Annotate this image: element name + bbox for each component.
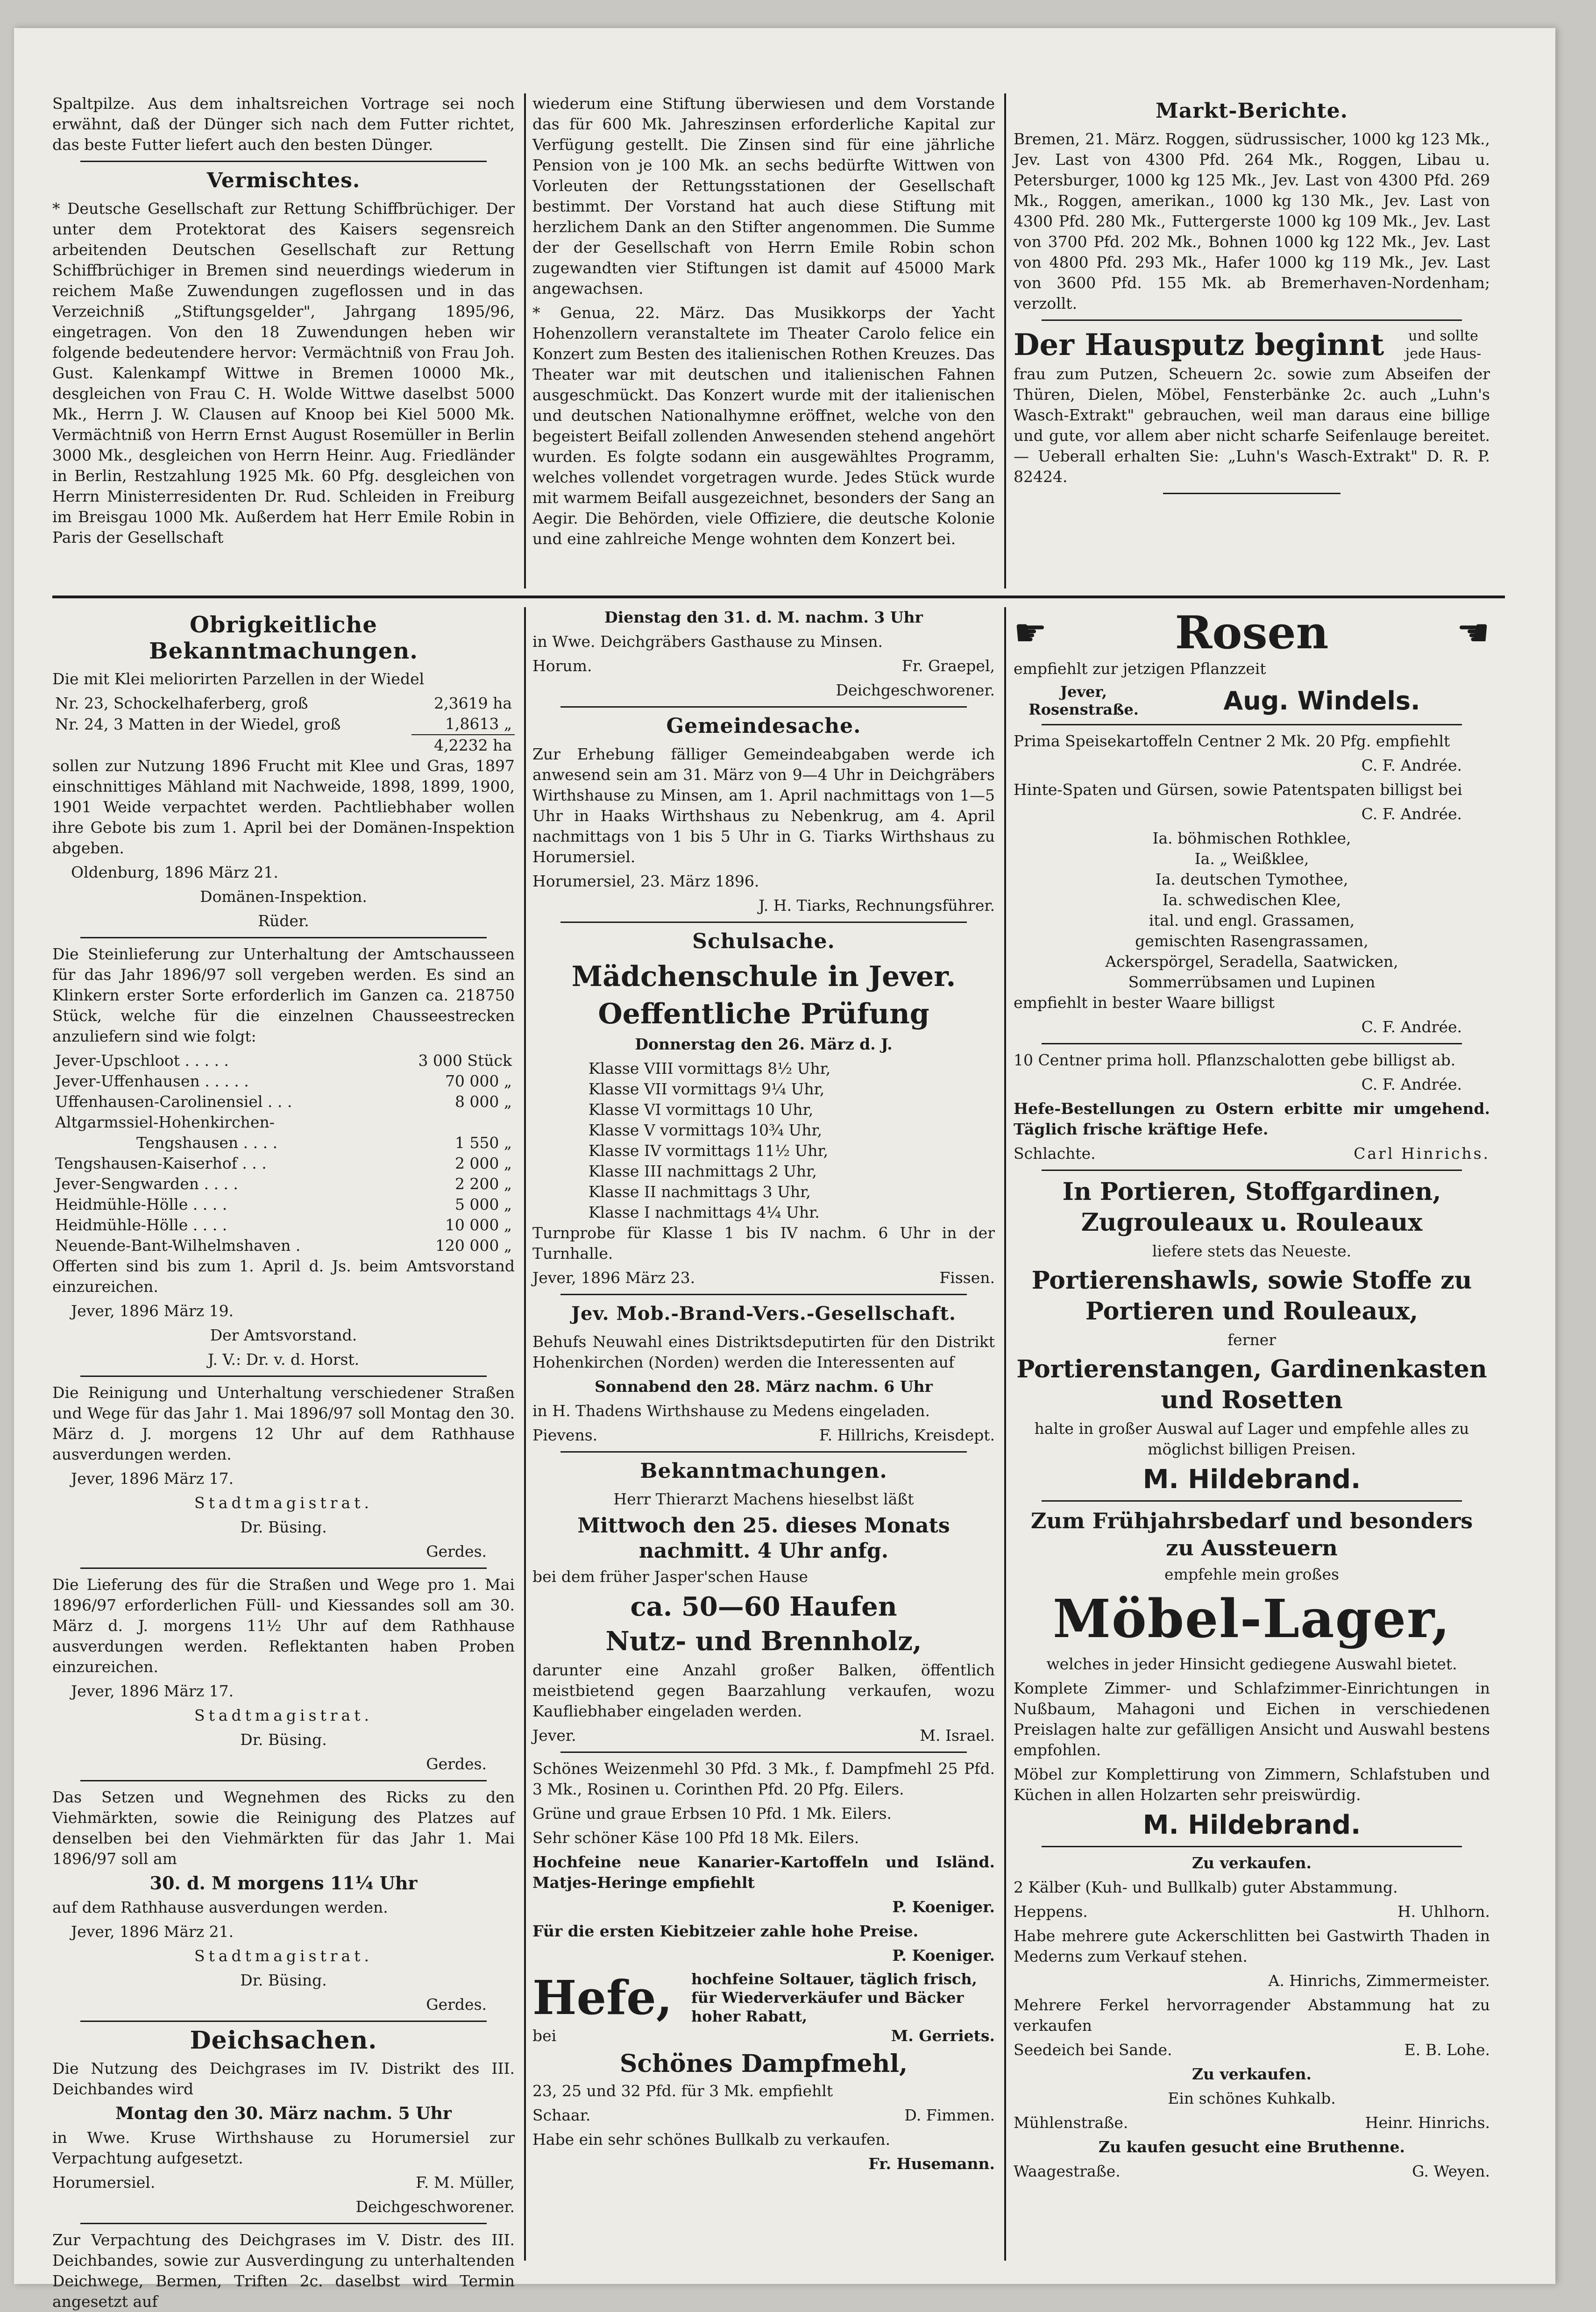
row-value: 120 000 „ [435,1236,512,1255]
notice-signature-row [52,2172,515,2193]
notice-signature: Gerdes. [426,1995,487,2014]
classified-place: Mühlenstraße. [1014,2113,1128,2132]
ad-text: empfiehlt zur jetzigen Pflanzzeit [1014,660,1266,678]
table-row [52,693,515,714]
section-heading: Gemeindesache. [666,714,861,738]
column-1-bottom [52,607,515,2311]
ad-text: liefere stets das Neueste. [1152,1242,1352,1260]
ad-place: Schaar. [532,2106,591,2124]
ad-text: Prima Speisekartoffeln Centner 2 Mk. 20 Pfg. empfiehlt [1014,732,1450,750]
notice-place: Jever, 1896 März 23. [532,1269,695,1287]
ad-signature: M. Hildebrand. [1142,1810,1361,1840]
list-item: gemischten Rasengrassamen, [1135,932,1369,950]
ad-signature: M. Hildebrand. [1142,1464,1361,1495]
notice-text: auf dem Rathhause ausverdungen werden. [52,1898,388,1916]
row-value: 1,8613 „ [445,715,512,733]
row-label: Jever-Upschloot . . . . . [55,1051,229,1070]
ad-text: 23, 25 und 32 Pfd. für 3 Mk. empfiehlt [532,2082,833,2100]
notice-signature: F. Hillrichs, Kreisdept. [819,1426,995,1444]
notice-signature-row [532,1268,995,1288]
table-row [52,714,515,735]
classified-heading: Zu verkaufen. [1192,1854,1312,1872]
divider [80,2021,487,2022]
list-item: ital. und engl. Grassamen, [1149,911,1355,929]
ad-title: Portierenshawls, sowie Stoffe zu Portieren und Rouleaux, [1031,1266,1472,1326]
notice-text: Offerten sind bis zum 1. April d. Js. beim Amtsvorstand einzureichen. [52,1257,515,1296]
exam-date: Donnerstag den 26. März d. J. [635,1035,893,1053]
divider [80,1780,487,1781]
row-value: 2 200 „ [454,1175,512,1193]
notice-text: bei dem früher Jasper'schen Hause [532,1567,808,1586]
section-heading: Vermischtes. [206,169,361,192]
notice-signature: Dr. Büsing. [240,1518,327,1536]
classified-signature: G. Weyen. [1412,2162,1490,2180]
section-heading: Deichsachen. [190,2026,377,2055]
divider [1042,1043,1462,1044]
notice-signature: Gerdes. [426,1542,487,1560]
list-item: Klasse I nachmittags 4¼ Uhr. [589,1203,820,1221]
table-row [52,735,515,756]
row-value: 70 000 „ [445,1072,512,1090]
ad-signature: C. F. Andrée. [1361,1075,1462,1093]
classified-signature-row [1014,2040,1490,2060]
section-heading: Schulsache. [692,929,835,953]
notice-title: Deichgeschworener. [836,681,995,699]
list-item: Klasse II nachmittags 3 Uhr, [589,1183,811,1201]
classified-text: Ein schönes Kuhkalb. [1168,2089,1336,2107]
row-label: Tengshausen-Kaiserhof . . . [55,1154,267,1172]
divider [1042,1846,1462,1847]
notice-place: Pievens. [532,1426,598,1444]
ad-title: Mädchenschule in Jever. [571,960,956,993]
classified-heading: Zu kaufen gesucht eine Bruthenne. [1099,2138,1405,2156]
row-value: 2 000 „ [454,1154,512,1172]
notice-office: Stadtmagistrat. [194,1947,373,1965]
ad-hausputz [1014,326,1490,364]
classified-signature: H. Uhlhorn. [1397,1902,1490,1921]
notice-text: Das Setzen und Wegnehmen des Ricks zu den Viehmärkten, sowie die Reinigung des Platzes auf denselben bei den Viehmärkten für das Jahr 1. Mai 1896/97 soll am [52,1788,515,1868]
row-label: Nr. 24, 3 Matten in der Wiedel, groß [55,715,341,733]
ad-text: Sehr schöner Käse 100 Pfd 18 Mk. Eilers. [532,1829,859,1847]
pointing-hand-right-icon: ☛ [1014,611,1047,654]
notice-text: Die Steinlieferung zur Unterhaltung der Amtschausseen für das Jahr 1896/97 soll vergeben werden. Es sind an Klinkern erster Sorte erforderlich im Ganzen ca. 218750 Stück, welche für die einzelnen Chausseestrecken anzuliefern sind wie folgt: [52,945,515,1045]
classified-signature-row [1014,2161,1490,2182]
ad-title: Rosen [1175,606,1329,659]
exam-schedule [532,1058,995,1223]
list-item: Klasse III nachmittags 2 Uhr, [589,1162,817,1180]
divider [80,161,487,162]
column-3-bottom [1014,607,1490,2261]
notice-text: Zur Erhebung fälliger Gemeindeabgaben werde ich anwesend sein am 31. März von 9—4 Uhr in Deichgräbers Wirthshause zu Minsen, am 1. April nachmittags von 1—5 Uhr in Haaks Wirthshaus zu Nebenkrug, am 4. April nachmittags von 1 bis 5 Uhr in G. Tiarks Wirthshaus zu Horumersiel. [532,745,995,866]
notice-signature: F. M. Müller, [416,2173,515,2191]
list-item: Ia. „ Weißklee, [1194,850,1309,868]
ad-signature: Fr. Husemann. [868,2155,995,2173]
delivery-table [52,1050,515,1256]
notice-place: Jever. [532,1726,576,1745]
ad-text: Hefe-Bestellungen zu Ostern erbitte mir umgehend. Täglich frische kräftige Hefe. [1014,1099,1490,1138]
divider [80,2223,487,2224]
newspaper-page [14,28,1555,2311]
notice-text: Die mit Klei meliorirten Parzellen in der Wiedel [52,670,425,688]
table-row [52,1235,515,1256]
notice-signature: M. Israel. [920,1726,995,1745]
row-value: 1 550 „ [454,1134,512,1152]
notice-text: in Wwe. Kruse Wirthshause zu Horumersiel zur Verpachtung aufgesetzt. [52,2128,515,2167]
parcel-table [52,693,515,756]
column-rule [1004,93,1006,589]
row-label [52,735,411,756]
ad-text: Grüne und graue Erbsen 10 Pfd. 1 Mk. Eilers. [532,1804,892,1823]
ad-title: Möbel-Lager, [1052,1589,1451,1650]
classified-signature: A. Hinrichs, Zimmermeister. [1268,1972,1490,1990]
ad-text: halte in großer Auswal auf Lager und empfehle alles zu möglichst billigen Preisen. [1034,1419,1469,1458]
table-row [52,1194,515,1215]
row-label: Jever-Uffenhausen . . . . . [55,1072,249,1090]
classified-signature: Heinr. Hinrichs. [1365,2113,1490,2132]
article-paragraph: Spaltpilze. Aus dem inhaltsreichen Vortrage sei noch erwähnt, daß der Dünger sich nach dem Futter richtet, das beste Futter liefert auch den besten Dünger. [52,94,515,154]
ad-signature-row [532,2105,995,2126]
notice-title: Deichgeschworener. [355,2198,515,2216]
ad-text: ferner [1227,1331,1277,1349]
ad-signature: C. F. Andrée. [1361,805,1462,823]
section-heading: Markt-Berichte. [1156,99,1348,123]
ad-signature: C. F. Andrée. [1361,1018,1462,1036]
divider [1042,1170,1462,1171]
notice-place: Jever, 1896 März 17. [71,1469,234,1488]
divider [1042,724,1462,725]
ad-text: frau zum Putzen, Scheuern 2c. sowie zum Abseifen der Thüren, Dielen, Möbel, Fensterbänke 2c. auch „Luhn's Wasch-Extrakt" gebrauchen, weil man daraus eine billige und gute, vor allem aber nicht scharfe Seifenlauge bereitet. — Ueberall erhalten Sie: „Luhn's Wasch-Extrakt" D. R. P. 82424. [1014,365,1490,486]
seed-list [1014,828,1490,993]
market-report: Bremen, 21. März. Roggen, südrussischer, 1000 kg 123 Mk., Jev. Last von 4300 Pfd. 264 Mk., Roggen, Libau u. Petersburger, 1000 kg 125 Mk., Jev. Last von 4300 Pfd. 269 Mk., Roggen, amerikan., 1000 kg 130 Mk., Jev. Last von 4300 Pfd. 280 Mk., Futtergerste 1000 kg 109 Mk., Jev. Last von 3700 Pfd. 202 Mk., Bohnen 1000 kg 122 Mk., Jev. Last von 4800 Pfd. 293 Mk., Hafer 1000 kg 119 Mk., Jev. Last von 3600 Pfd. 155 Mk. ab Bremerhaven-Nordenham; verzollt. [1014,130,1490,312]
article-paragraph: * Deutsche Gesellschaft zur Rettung Schiffbrüchiger. Der unter dem Protektorat des Kaisers segensreich arbeitenden Deutschen Gesellschaft zur Rettung Schiffbrüchiger in Bremen sind neuerdings wiederum in reichem Maße Zuwendungen zugeflossen und in das Verzeichniß „Stiftungsgelder", Jahrgang 1895/96, eingetragen. Von den 18 Zuwendungen heben wir folgende bedeutendere hervor: Vermächtniß von Frau Joh. Gust. Kalenkampf Wittwe in Bremen 10000 Mk., desgleichen von Frau C. H. Wolde Wittwe daselbst 5000 Mk., Herrn J. W. Clausen auf Knoop bei Kiel 5000 Mk. Vermächtniß von Herrn Ernst August Rosemüller in Berlin 3000 Mk., desgleichen von Herrn Heinr. Aug. Friedländer in Berlin, Restzahlung 1925 Mk. 60 Pfg. desgleichen von Herrn Ministerresidenten Dr. Rud. Schleiden in Freiburg im Breisgau 1000 Mk. Außerdem hat Herr Emile Robin in Paris der Gesellschaft [52,199,515,546]
notice-date: Sonnabend den 28. März nachm. 6 Uhr [595,1377,933,1396]
ad-signature: Aug. Windels. [1223,686,1420,716]
ad-text: Schönes Weizenmehl 30 Pfd. 3 Mk., f. Dampfmehl 25 Pfd. 3 Mk., Rosinen u. Corinthen Pfd. 20 Pfg. Eilers. [532,1759,995,1798]
row-label: Uffenhausen-Carolinensiel . . . [55,1092,292,1111]
notice-place: Jever, 1896 März 19. [71,1302,234,1320]
auction-title: Nutz- und Brennholz, [605,1626,922,1657]
list-item: Ackerspörgel, Seradella, Saatwicken, [1105,952,1398,971]
table-row [52,1071,515,1092]
section-heading: Obrigkeitliche Bekanntmachungen. [149,612,418,664]
notice-text: in H. Thadens Wirthshause zu Medens eingeladen. [532,1402,930,1420]
ad-signature: D. Fimmen. [904,2106,995,2124]
ad-heading: Zum Frühjahrsbedarf und besonders zu Aussteuern [1030,1508,1473,1560]
section-heading: Bekanntmachungen. [640,1459,887,1483]
row-value: 4,2232 ha [411,735,515,756]
notice-place: Horum. [532,657,592,675]
ad-title: Hefe, [532,1970,673,2025]
row-value: 8 000 „ [454,1092,512,1111]
notice-signature-row [532,656,995,676]
ad-text: Habe ein sehr schönes Bullkalb zu verkaufen. [532,2130,891,2149]
ad-signature-row [1014,1143,1490,1164]
row-label: Heidmühle-Hölle . . . . [55,1216,227,1234]
ad-title: In Portieren, Stoffgardinen, Zugrouleaux u. Rouleaux [1062,1177,1441,1237]
notice-place: Jever, 1896 März 17. [71,1682,234,1700]
ad-signature: M. Gerriets. [891,2027,995,2045]
row-label: Jever-Sengwarden . . . . [55,1175,238,1193]
table-row [52,1215,515,1235]
list-item: Klasse VIII vormittags 8½ Uhr, [589,1059,831,1078]
divider [1163,493,1341,494]
article-paragraph: wiederum eine Stiftung überwiesen und dem Vorstande das für 600 Mk. Jahreszinsen erforderliche Kapital zur Verfügung gestellt. Die Zinsen sind für eine jährliche Pension von je 100 Mk. an sechs bedürfte Wittwen von Vorleuten der Rettungsstationen der Gesellschaft bestimmt. Der Vorstand hat auch diese Stiftung mit herzlichem Dank an den Stifter angenommen. Die Summe der der Gesellschaft von Herrn Emile Robin schon zugewandten vier Stiftungen ist damit auf 45000 Mark angewachsen. [532,94,995,298]
section-heading: Jev. Mob.-Brand-Vers.-Gesellschaft. [571,1303,956,1325]
classified-place: Waagestraße. [1014,2162,1121,2180]
list-item: Klasse VII vormittags 9¼ Uhr, [589,1080,825,1098]
ad-signature: Carl Hinrichs. [1354,1144,1490,1163]
row-label: Nr. 23, Schockelhaferberg, groß [55,694,308,712]
divider [1042,319,1462,321]
ad-text: 10 Centner prima holl. Pflanzschalotten gebe billigst ab. [1014,1051,1456,1069]
classified-text: Habe mehrere gute Ackerschlitten bei Gastwirth Thaden in Mederns zum Verkauf stehen. [1014,1927,1490,1965]
divider [560,1451,967,1453]
notice-signature: Rüder. [258,912,309,930]
list-item: Sommerrübsamen und Lupinen [1128,973,1376,991]
row-value: 3 000 Stück [418,1051,512,1070]
notice-signature: Gerdes. [426,1755,487,1773]
notice-date: Montag den 30. März nachm. 5 Uhr [115,2104,452,2123]
ad-signature: P. Koeniger. [892,1898,995,1916]
notice-place: Horumersiel, 23. März 1896. [532,872,759,890]
ad-rosen [1014,607,1490,659]
ad-text: Hochfeine neue Kanarier-Kartoffeln und Isländ. Matjes-Heringe empfiehlt [532,1853,995,1892]
table-row [52,1112,515,1133]
ad-title: Schönes Dampfmehl, [619,2050,908,2078]
column-3-top [1014,93,1490,589]
ad-text: Möbel zur Komplettirung von Zimmern, Schlafstuben und Küchen in allen Holzarten sehr preiswürdig. [1014,1765,1490,1804]
column-rule [1004,607,1006,2261]
column-rule [524,93,526,589]
notice-text: Die Reinigung und Unterhaltung verschiedener Straßen und Wege für das Jahr 1. Mai 1896/97 soll Montag den 30. März d. J. morgens 12 Uhr auf dem Rathhause ausverdungen werden. [52,1383,515,1463]
column-2-top [532,93,995,584]
notice-text: sollen zur Nutzung 1896 Frucht mit Klee und Gras, 1897 einschnittiges Mähland mit Nachweide, 1898, 1899, 1900, 1901 Weide verpachtet werden. Pachtliebhaber wollen ihre Gebote bis zum 1. April bei der Domänen-Inspektion abgeben. [52,757,515,857]
column-rule [524,607,526,2261]
list-item: Klasse IV vormittags 11½ Uhr, [589,1142,829,1160]
row-value: 5 000 „ [454,1195,512,1213]
list-item: Ia. schwedischen Klee, [1162,891,1341,909]
notice-place: Oldenburg, 1896 März 21. [71,863,278,881]
notice-text: Behufs Neuwahl eines Distriktsdeputirten für den Distrikt Hohenkirchen (Norden) werden die Interessenten auf [532,1333,995,1371]
table-row [52,1050,515,1071]
row-label: Tengshausen . . . . [136,1134,278,1152]
ad-place-line: Jever, [1060,683,1107,701]
classified-signature-row [1014,1901,1490,1922]
ad-place-line: Rosenstraße. [1029,701,1139,718]
notice-text: Herr Thierarzt Machens hieselbst läßt [613,1490,914,1508]
notice-signature: Dr. Büsing. [240,1971,327,1989]
divider [80,937,487,938]
list-item: Ia. böhmischen Rothklee, [1152,829,1351,847]
table-row [52,1133,515,1153]
notice-office: Stadtmagistrat. [194,1706,373,1724]
notice-text: Die Nutzung des Deichgrases im IV. Distrikt des III. Deichbandes wird [52,2059,515,2098]
divider [1042,1500,1462,1502]
notice-date: 30. d. M morgens 11¼ Uhr [149,1872,418,1894]
notice-office: Domänen-Inspektion. [200,887,367,906]
row-label: Altgarmssiel-Hohenkirchen- [55,1113,275,1131]
notice-text: darunter eine Anzahl großer Balken, öffentlich meistbietend gegen Baarzahlung verkaufen, wozu Kaufliebhaber eingeladen werden. [532,1661,995,1720]
column-2-bottom [532,607,995,2261]
auction-date: Mittwoch den 25. dieses Monats nachmitt. 4 Uhr anfg. [577,1514,950,1563]
notice-office: Stadtmagistrat. [194,1494,373,1512]
row-label: Heidmühle-Hölle . . . . [55,1195,227,1213]
divider [560,922,967,923]
divider [560,1294,967,1295]
table-row [52,1153,515,1174]
notice-text: Turnprobe für Klasse 1 bis IV nachm. 6 Uhr in der Turnhalle. [532,1224,995,1262]
classified-place: Seedeich bei Sande. [1014,2041,1172,2059]
ad-text: Für die ersten Kiebitzeier zahle hohe Preise. [532,1922,919,1940]
notice-signature-row [532,1425,995,1446]
row-value [383,1112,515,1133]
row-value: 10 000 „ [445,1216,512,1234]
divider [80,1567,487,1569]
divider [80,1376,487,1377]
row-value: 2,3619 ha [434,694,512,712]
ad-text: empfehle mein großes [1164,1565,1339,1583]
divider [560,1752,967,1753]
notice-signature-row [532,1725,995,1746]
ad-text: empfiehlt in bester Waare billigst [1014,993,1275,1012]
pointing-hand-left-icon: ☚ [1456,611,1490,654]
notice-signature: Fr. Graepel, [901,657,995,675]
notice-signature: J. V.: Dr. v. d. Horst. [207,1350,360,1369]
notice-text: Zur Verpachtung des Deichgrases im V. Distr. des III. Deichbandes, sowie zur Ausverdingung zu unterhaltenden Deichwege, Bermen, Triften 2c. daselbst wird Termin angesetzt auf [52,2231,515,2311]
ad-text: Komplete Zimmer- und Schlafzimmer-Einrichtungen in Nußbaum, Mahagoni und Eichen in verschiedenen Preislagen halte zur gefälligen Ansicht und Auswahl bestens empfohlen. [1014,1679,1490,1759]
notice-office: Der Amtsvorstand. [210,1326,357,1344]
ad-title: Der Hausputz beginnt [1014,327,1384,362]
notice-signature: J. H. Tiarks, Rechnungsführer. [759,896,995,915]
notice-date: Dienstag den 31. d. M. nachm. 3 Uhr [604,608,923,626]
list-item: Klasse V vormittags 10¾ Uhr, [589,1121,823,1139]
ad-title: Oeffentliche Prüfung [598,998,929,1030]
notice-place: Jever, 1896 März 21. [71,1922,234,1941]
classified-place: Heppens. [1014,1902,1088,1921]
classified-heading: Zu verkaufen. [1192,2065,1312,2083]
classified-signature: E. B. Lohe. [1404,2041,1490,2059]
ad-text: welches in jeder Hinsicht gediegene Auswahl bietet. [1046,1655,1457,1673]
ad-signature-row [532,2026,995,2046]
article-paragraph: * Genua, 22. März. Das Musikkorps der Yacht Hohenzollern veranstaltete im Theater Carolo felice ein Konzert zum Besten des italienischen Rothen Kreuzes. Das Theater war mit deutschen und italienischen Fahnen ausgeschmückt. Das Konzert wurde mit der italienischen und deutschen Nationalhymne eröffnet, welche von den begeistert Beifall zollenden Anwesenden stehend angehört wurden. Es folgte sodann ein ausgewähltes Programm, welches vollendet vorgetragen wurde. Jedes Stück wurde mit warmem Beifall ausgezeichnet, besonders der Sang an Aegir. Die Behörden, viele Offiziere, die deutsche Kolonie und eine zahlreiche Menge wohnten dem Konzert bei. [532,304,995,548]
ad-text: hochfeine Soltauer, täglich frisch, für Wiederverkäufer und Bäcker hoher Rabatt, [691,1970,977,2025]
column-1-top [52,93,515,584]
ad-place [1014,683,1154,718]
ad-signature: C. F. Andrée. [1361,756,1462,774]
list-item: Ia. deutschen Tymothee, [1155,870,1348,888]
table-row [52,1174,515,1194]
ad-title: Portierenstangen, Gardinenkasten und Rosetten [1016,1355,1487,1414]
ad-hefe [532,1970,995,2026]
notice-text: in Wwe. Deichgräbers Gasthause zu Minsen. [532,632,883,651]
ad-signature-row [1014,683,1490,718]
classified-signature-row [1014,2113,1490,2133]
notice-place: Horumersiel. [52,2173,156,2191]
auction-title: ca. 50—60 Haufen [630,1591,897,1622]
table-row [52,1092,515,1112]
row-label: Neuende-Bant-Wilhelmshaven . [55,1236,301,1255]
notice-signature: Dr. Büsing. [240,1730,327,1749]
ad-text: Hinte-Spaten und Gürsen, sowie Patentspaten billigst bei [1014,780,1462,799]
ad-place: Schlachte. [1014,1144,1096,1163]
classified-text: Mehrere Ferkel hervorragender Abstammung hat zu verkaufen [1014,1996,1490,2035]
notice-text: Die Lieferung des für die Straßen und Wege pro 1. Mai 1896/97 erforderlichen Füll- und Kiessandes soll am 30. März d. J. morgens 11½ Uhr auf dem Rathhause ausverdungen werden. Reflektanten haben Proben einzureichen. [52,1575,515,1676]
ad-signature: P. Koeniger. [892,1946,995,1964]
divider [560,706,967,708]
section-rule [52,596,1505,598]
notice-signature: Fissen. [939,1269,995,1287]
list-item: Klasse VI vormittags 10 Uhr, [589,1100,814,1119]
ad-text: bei [532,2027,557,2045]
classified-text: 2 Kälber (Kuh- und Bullkalb) guter Abstammung. [1014,1878,1398,1896]
ad-side-text: und sollte jede Haus- [1405,328,1482,362]
